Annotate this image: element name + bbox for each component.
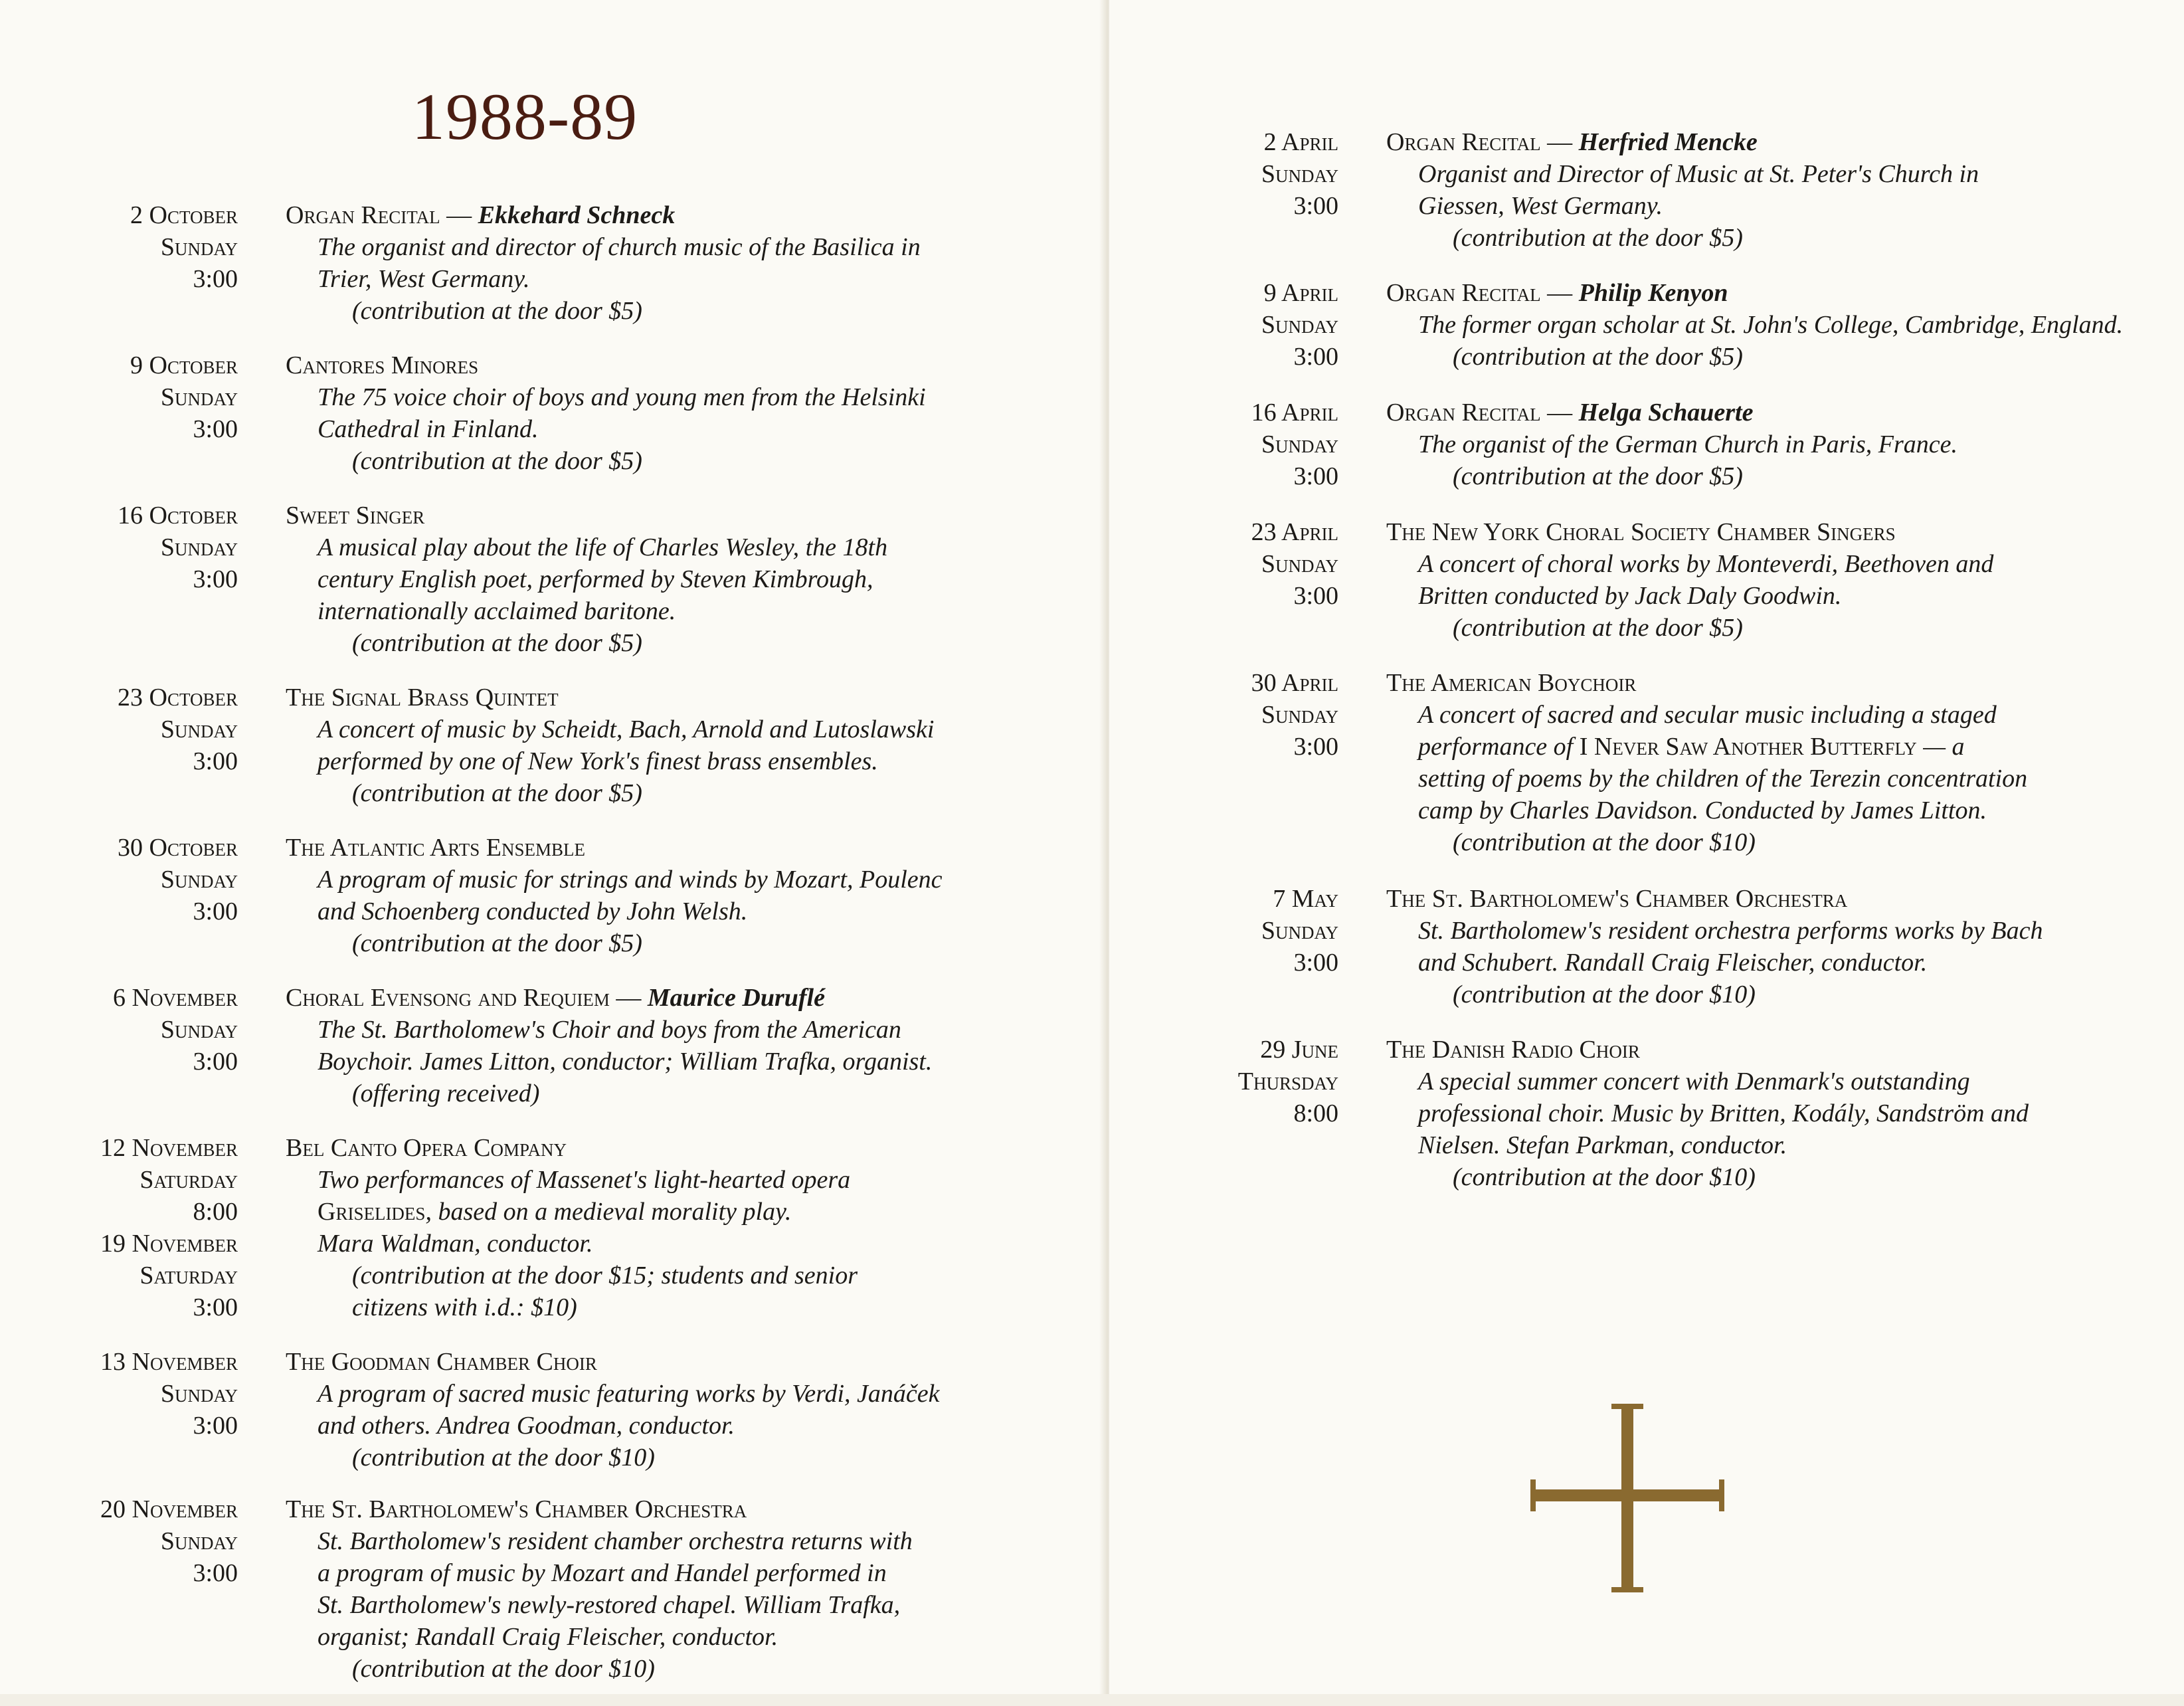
event-body <box>286 682 1083 832</box>
event-date: 9 October <box>130 351 238 379</box>
event-entry <box>0 1132 1083 1346</box>
event-body <box>286 982 1083 1132</box>
event-entry <box>1109 1034 2183 1220</box>
event-heading <box>1386 397 2183 428</box>
event-title: Cantores Minores <box>286 351 479 379</box>
event-description: St. Bartholomew's resident chamber orchestra returns with a program of music by Mozart and Handel performed in St. Bartholomew's newly-restored chapel. William Trafka, organist; Randall Craig Fleischer, conductor. <box>318 1527 913 1651</box>
event-body <box>286 1493 1083 1706</box>
event-body <box>286 349 1083 500</box>
event-description: A special summer concert with Denmark's outstanding professional choir. Music by Britten, Kodály, Sandström and Nielsen. Stefan Parkman, conductor. <box>1418 1068 2029 1159</box>
event-contribution: (contribution at the door $5) <box>352 929 642 957</box>
event-date: 20 November <box>100 1495 238 1523</box>
event-date-block <box>1109 126 1338 277</box>
event-time: 3:00 <box>193 1048 238 1076</box>
right-events-list <box>1109 126 2183 1220</box>
event-body <box>1386 883 2183 1034</box>
event-time: 8:00 <box>193 1198 238 1226</box>
event-contribution: (contribution at the door $5) <box>352 447 642 475</box>
event-title: The Atlantic Arts Ensemble <box>286 834 585 862</box>
event-time: 3:00 <box>1293 192 1338 220</box>
event-description: A program of sacred music featuring works by Verdi, Janáček and others. Andrea Goodman, conductor. <box>318 1380 940 1440</box>
event-entry <box>0 349 1083 500</box>
event-time: 3:00 <box>1293 949 1338 977</box>
event-title: The New York Choral Society Chamber Singers <box>1386 518 1896 546</box>
event-date-block <box>0 199 238 349</box>
event-entry <box>0 982 1083 1132</box>
event-title: Organ Recital — <box>1386 279 1573 307</box>
event-description: A concert of choral works by Monteverdi, Beethoven and Britten conducted by Jack Daly Goodwin. <box>1418 550 1994 610</box>
event-description <box>318 1164 1083 1260</box>
event-time: 3:00 <box>193 898 238 925</box>
event-heading <box>286 1132 1083 1164</box>
event-entry <box>0 682 1083 832</box>
event-time: 3:00 <box>193 265 238 293</box>
event-heading <box>286 682 1083 713</box>
event-title: The Danish Radio Choir <box>1386 1036 1640 1064</box>
event-time: 3:00 <box>1293 343 1338 371</box>
event-title: Sweet Singer <box>286 502 425 529</box>
event-performer: Herfried Mencke <box>1578 128 1758 156</box>
event-heading <box>286 199 1083 231</box>
event-date-block <box>1109 667 1338 883</box>
event-contribution: (contribution at the door $10) <box>1453 981 1756 1008</box>
event-contribution: (contribution at the door $5) <box>352 779 642 807</box>
event-body <box>1386 397 2183 516</box>
event-contribution: (contribution at the door $10) <box>352 1655 655 1683</box>
event-heading <box>286 982 1083 1014</box>
event-day: Saturday <box>139 1166 238 1194</box>
event-description: A program of music for strings and winds by Mozart, Poulenc and Schoenberg conducted by John Welsh. <box>318 866 943 925</box>
event-date-block <box>0 832 238 982</box>
event-contribution: (contribution at the door $10) <box>1453 828 1756 856</box>
event-date: 2 October <box>130 201 238 229</box>
event-description: The former organ scholar at St. John's College, Cambridge, England. <box>1418 311 2124 339</box>
event-day: Sunday <box>1261 550 1338 578</box>
event-title: The Goodman Chamber Choir <box>286 1348 597 1376</box>
event-day: Sunday <box>1261 701 1338 729</box>
event-day: Sunday <box>160 1016 238 1044</box>
event-date-block <box>1109 277 1338 397</box>
event-title: The St. Bartholomew's Chamber Orchestra <box>1386 885 1848 913</box>
event-heading <box>286 832 1083 864</box>
event-date: 23 October <box>118 684 238 711</box>
event-date: 12 November <box>100 1134 238 1162</box>
event-time: 3:00 <box>1293 733 1338 761</box>
event-date-block <box>1109 1034 1338 1220</box>
event-day: Sunday <box>1261 311 1338 339</box>
event-day: Saturday <box>139 1262 238 1289</box>
event-day: Sunday <box>160 866 238 894</box>
event-time: 8:00 <box>1293 1099 1338 1127</box>
event-title: The American Boychoir <box>1386 669 1637 697</box>
event-date: 19 November <box>100 1230 238 1258</box>
event-time: 3:00 <box>193 747 238 775</box>
event-heading <box>1386 516 2183 548</box>
event-time: 3:00 <box>193 1293 238 1321</box>
event-body <box>1386 126 2183 277</box>
event-time: 3:00 <box>1293 582 1338 610</box>
event-date-block <box>0 982 238 1132</box>
event-time: 3:00 <box>193 565 238 593</box>
event-description: The organist of the German Church in Paris, France. <box>1418 430 1958 458</box>
event-description: The organist and director of church music of the Basilica in Trier, West Germany. <box>318 233 921 293</box>
event-heading <box>1386 277 2183 309</box>
event-day: Sunday <box>1261 917 1338 945</box>
event-date: 30 October <box>118 834 238 862</box>
event-description: St. Bartholomew's resident orchestra performs works by Bach and Schubert. Randall Craig Fleischer, conductor. <box>1418 917 2043 977</box>
event-contribution: (contribution at the door $5) <box>1453 614 1743 642</box>
event-entry <box>0 500 1083 682</box>
event-date: 7 May <box>1273 885 1338 913</box>
event-heading <box>286 500 1083 531</box>
event-entry <box>0 832 1083 982</box>
right-page <box>1109 0 2184 1694</box>
event-description: A musical play about the life of Charles Wesley, the 18th century English poet, performed by Steven Kimbrough, internationally acclaimed baritone. <box>318 533 888 625</box>
event-title: The Signal Brass Quintet <box>286 684 559 711</box>
event-body <box>286 199 1083 349</box>
event-date: 16 October <box>118 502 238 529</box>
event-day: Sunday <box>160 1527 238 1555</box>
event-entry <box>1109 667 2183 883</box>
description-text: , based on a medieval morality play. Mara Waldman, conductor. <box>318 1198 792 1258</box>
event-date: 23 April <box>1251 518 1338 546</box>
event-contribution: (contribution at the door $5) <box>1453 343 1743 371</box>
event-day: Sunday <box>160 1380 238 1408</box>
description-text: A concert of sacred and secular music including a staged performance of <box>1418 701 1997 761</box>
event-entry <box>1109 883 2183 1034</box>
event-time: 3:00 <box>193 1559 238 1587</box>
event-time: 3:00 <box>193 415 238 443</box>
event-day: Sunday <box>1261 430 1338 458</box>
event-date-block <box>0 682 238 832</box>
work-title: I Never Saw Another Butterfly <box>1579 733 1917 761</box>
event-time: 3:00 <box>193 1412 238 1440</box>
event-date: 13 November <box>100 1348 238 1376</box>
event-title: Organ Recital — <box>1386 128 1573 156</box>
event-contribution: (contribution at the door $5) <box>352 629 642 657</box>
event-entry <box>1109 397 2183 516</box>
event-date: 6 November <box>113 984 238 1012</box>
event-entry <box>1109 126 2183 277</box>
event-contribution: (contribution at the door $10) <box>1453 1163 1756 1191</box>
event-date-block <box>1109 516 1338 667</box>
event-heading <box>1386 883 2183 915</box>
event-body <box>1386 667 2183 883</box>
event-description: The 75 voice choir of boys and young men from the Helsinki Cathedral in Finland. <box>318 383 926 443</box>
event-date-block <box>1109 883 1338 1034</box>
event-body <box>1386 516 2183 667</box>
event-title: Bel Canto Opera Company <box>286 1134 567 1162</box>
event-heading <box>1386 126 2183 158</box>
event-date-block <box>1109 397 1338 516</box>
event-contribution: (contribution at the door $5) <box>1453 462 1743 490</box>
event-description: The St. Bartholomew's Choir and boys from the American Boychoir. James Litton, conductor; William Trafka, organist. <box>318 1016 933 1076</box>
event-body <box>1386 277 2183 397</box>
event-date-block <box>0 500 238 682</box>
left-events-list <box>0 199 1083 1706</box>
event-entry <box>0 1493 1083 1706</box>
event-date: 9 April <box>1263 279 1338 307</box>
event-description <box>1418 699 2183 826</box>
event-entry <box>1109 277 2183 397</box>
event-performer: Helga Schauerte <box>1578 399 1754 427</box>
event-contribution: (offering received) <box>352 1080 540 1107</box>
event-contribution: (contribution at the door $5) <box>1453 224 1743 252</box>
event-date-block <box>0 1493 238 1706</box>
event-date: 30 April <box>1251 669 1338 697</box>
event-entry <box>1109 516 2183 667</box>
event-body <box>286 500 1083 682</box>
description-text: Two performances of Massenet's light-hearted opera <box>318 1166 851 1194</box>
event-body <box>286 1346 1083 1493</box>
event-day: Thursday <box>1237 1068 1338 1095</box>
opera-title: Griselides <box>318 1198 426 1226</box>
event-date: 29 June <box>1260 1036 1338 1064</box>
event-title: Organ Recital — <box>286 201 472 229</box>
event-body <box>286 1132 1083 1346</box>
event-day: Sunday <box>160 233 238 261</box>
event-contribution: (contribution at the door $15; students and senior citizens with i.d.: $10) <box>352 1262 858 1321</box>
event-heading <box>286 349 1083 381</box>
event-heading <box>286 1493 1083 1525</box>
description-text: — a setting of poems by the children of the Terezin concentration camp by Charles Davidson. Conducted by James Litton. <box>1418 733 2028 824</box>
event-contribution: (contribution at the door $10) <box>352 1444 655 1471</box>
event-heading <box>1386 1034 2183 1066</box>
season-title: 1988-89 <box>411 80 638 153</box>
event-entry <box>0 1346 1083 1493</box>
event-title: The St. Bartholomew's Chamber Orchestra <box>286 1495 747 1523</box>
event-description: Organist and Director of Music at St. Peter's Church in Giessen, West Germany. <box>1418 160 1979 220</box>
event-title: Organ Recital — <box>1386 399 1573 427</box>
event-day: Sunday <box>160 383 238 411</box>
event-day: Sunday <box>1261 160 1338 188</box>
event-heading <box>1386 667 2183 699</box>
event-date: 2 April <box>1263 128 1338 156</box>
event-date-block <box>0 1346 238 1493</box>
event-contribution: (contribution at the door $5) <box>352 297 642 325</box>
event-entry <box>0 199 1083 349</box>
event-time: 3:00 <box>1293 462 1338 490</box>
event-date-block <box>0 1132 238 1346</box>
event-date-block <box>0 349 238 500</box>
event-performer: Maurice Duruflé <box>647 984 825 1012</box>
event-performer: Ekkehard Schneck <box>478 201 676 229</box>
event-performer: Philip Kenyon <box>1578 279 1728 307</box>
event-day: Sunday <box>160 533 238 561</box>
event-heading <box>286 1346 1083 1378</box>
event-body <box>1386 1034 2183 1220</box>
cross-icon <box>1528 1398 1727 1598</box>
event-day: Sunday <box>160 715 238 743</box>
event-title: Choral Evensong and Requiem — <box>286 984 642 1012</box>
event-body <box>286 832 1083 982</box>
event-description: A concert of music by Scheidt, Bach, Arnold and Lutoslawski performed by one of New York's finest brass ensembles. <box>318 715 935 775</box>
event-date: 16 April <box>1251 399 1338 427</box>
